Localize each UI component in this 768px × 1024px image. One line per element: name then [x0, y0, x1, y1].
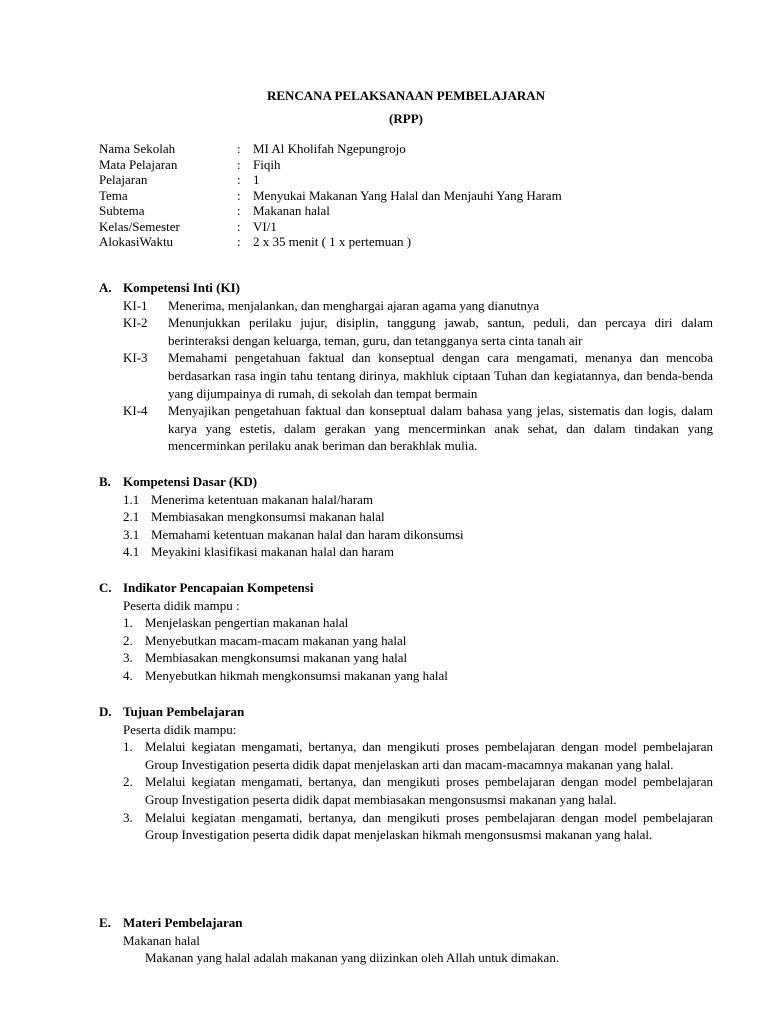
section-indikator: [99, 579, 713, 685]
ki-code: KI-2: [123, 315, 148, 331]
section-heading: [99, 579, 713, 597]
section-kompetensi-inti: [99, 279, 713, 455]
list-number: 3.: [123, 650, 133, 666]
section-letter: B.: [99, 474, 111, 489]
ki-code: KI-1: [123, 297, 148, 313]
kd-text: Memahami ketentuan makanan halal dan haram dikonsumsi: [151, 526, 464, 542]
kd-code: 2.1: [123, 509, 140, 525]
ki-code: KI-4: [123, 403, 148, 419]
section-subheading: Makanan halal: [123, 932, 200, 948]
ki-item: [123, 402, 713, 455]
section-materi: [99, 914, 713, 967]
document-title: RENCANA PELAKSANAAN PEMBELAJARAN: [266, 88, 546, 103]
identity-table: [99, 141, 562, 250]
section-title: Indikator Pencapaian Kompetensi: [123, 580, 314, 595]
info-row: [99, 188, 562, 204]
section-intro: Peserta didik mampu :: [123, 597, 240, 613]
section-title: Kompetensi Inti (KI): [123, 280, 240, 295]
list-item: [123, 773, 713, 808]
kd-item: [123, 543, 713, 561]
ki-text: Menunjukkan perilaku jujur, disiplin, tanggung jawab, santun, peduli, dan percaya diri dalam berinteraksi dengan keluarga, teman, guru, dan tetangganya serta cinta tanah air: [168, 315, 713, 348]
section-heading: [99, 279, 713, 297]
info-value: Menyukai Makanan Yang Halal dan Menjauhi Yang Haram: [253, 187, 562, 203]
section-title: Kompetensi Dasar (KD): [123, 474, 258, 489]
info-value: Fiqih: [253, 156, 281, 172]
list-item: [123, 632, 713, 650]
info-row: [99, 141, 562, 157]
info-row: [99, 157, 562, 173]
section-kompetensi-dasar: [99, 473, 713, 561]
info-colon: :: [237, 156, 241, 172]
info-colon: :: [237, 234, 241, 249]
section-letter: E.: [99, 915, 111, 930]
info-value: MI Al Kholifah Ngepungrojo: [253, 141, 406, 156]
list-text: Menyebutkan hikmah mengkonsumsi makanan yang halal: [145, 667, 448, 683]
info-row: [99, 172, 562, 188]
section-heading: [99, 703, 713, 721]
paragraph: Makanan yang halal adalah makanan yang diizinkan oleh Allah untuk dimakan.: [145, 950, 560, 966]
info-row: [99, 219, 562, 235]
kd-text: Meyakini klasifikasi makanan halal dan haram: [151, 544, 394, 560]
list-number: 3.: [123, 809, 133, 825]
info-row: [99, 203, 562, 219]
list-number: 4.: [123, 667, 133, 683]
ki-item: [123, 297, 713, 315]
list-item: [123, 667, 713, 685]
ki-text: Menyajikan pengetahuan faktual dan konseptual dalam bahasa yang jelas, sistematis dan logis, dalam karya yang estetis, dalam gerakan yang mencerminkan anak sehat, dan dalam tindakan yang mencerminkan perilaku anak beriman dan berakhlak mulia.: [168, 403, 713, 454]
ki-text: Memahami pengetahuan faktual dan konseptual dengan cara mengamati, menanya dan mencoba berdasarkan rasa ingin tahu tentang dirinya, makhluk ciptaan Tuhan dan kegiatannya, dan benda-benda yang dijumpainya di rumah, di sekolah dan tempat bermain: [168, 350, 713, 401]
list-number: 2.: [123, 632, 133, 648]
list-item: [123, 809, 713, 844]
section-letter: C.: [99, 580, 112, 595]
section-title: Tujuan Pembelajaran: [123, 704, 245, 719]
info-label: Subtema: [99, 203, 145, 218]
info-label: AlokasiWaktu: [99, 234, 174, 249]
info-colon: :: [237, 141, 241, 156]
kd-code: 4.1: [123, 544, 140, 560]
info-row: [99, 234, 562, 250]
kd-code: 3.1: [123, 526, 140, 542]
list-number: 2.: [123, 774, 133, 790]
info-value: VI/1: [253, 218, 277, 234]
document-subtitle: (RPP): [389, 111, 423, 126]
section-tujuan: [99, 703, 713, 844]
info-colon: :: [237, 187, 241, 203]
info-label: Pelajaran: [99, 172, 148, 187]
info-label: Nama Sekolah: [99, 141, 176, 156]
list-text: Melalui kegiatan mengamati, bertanya, dan mengikuti proses pembelajaran dengan model pembelajaran Group Investigation peserta didik dapat membiasakan mengonsusmsi makanan yang halal.: [145, 774, 713, 807]
list-number: 1.: [123, 615, 133, 631]
section-letter: D.: [99, 704, 112, 719]
list-text: Melalui kegiatan mengamati, bertanya, dan mengikuti proses pembelajaran dengan model pembelajaran Group Investigation peserta didik dapat menjelaskan hikmah mengonsusmsi makanan yang halal.: [145, 809, 713, 843]
section-intro: Peserta didik mampu:: [123, 721, 237, 737]
list-text: Menjelaskan pengertian makanan halal: [145, 615, 349, 631]
list-number: 1.: [123, 739, 133, 755]
info-label: Kelas/Semester: [99, 218, 180, 234]
kd-text: Menerima ketentuan makanan halal/haram: [151, 491, 373, 507]
ki-code: KI-3: [123, 350, 148, 366]
ki-text: Menerima, menjalankan, dan menghargai ajaran agama yang dianutnya: [168, 297, 540, 313]
section-heading: [99, 473, 713, 491]
section-heading: [99, 914, 713, 932]
info-colon: :: [237, 218, 241, 234]
list-item: [123, 738, 713, 773]
kd-item: [123, 508, 713, 526]
list-text: Melalui kegiatan mengamati, bertanya, dan mengikuti proses pembelajaran dengan model pembelajaran Group Investigation peserta didik dapat menjelaskan arti dan macam-macamnya makanan yang halal.: [145, 739, 713, 772]
info-colon: :: [237, 172, 241, 187]
info-label: Mata Pelajaran: [99, 156, 178, 172]
kd-code: 1.1: [123, 491, 140, 507]
list-item: [123, 614, 713, 632]
kd-text: Membiasakan mengkonsumsi makanan halal: [151, 509, 385, 525]
info-value: 2 x 35 menit ( 1 x pertemuan ): [253, 234, 412, 249]
list-text: Membiasakan mengkonsumsi makanan yang halal: [145, 650, 408, 666]
info-colon: :: [237, 203, 241, 218]
kd-item: [123, 526, 713, 544]
info-label: Tema: [99, 187, 128, 203]
section-letter: A.: [99, 280, 112, 295]
info-value: 1: [253, 172, 260, 187]
info-value: Makanan halal: [253, 203, 330, 218]
list-text: Menyebutkan macam-macam makanan yang halal: [145, 632, 407, 648]
section-title: Materi Pembelajaran: [123, 915, 243, 930]
ki-item: [123, 349, 713, 402]
list-item: [123, 649, 713, 667]
ki-item: [123, 314, 713, 349]
kd-item: [123, 491, 713, 509]
